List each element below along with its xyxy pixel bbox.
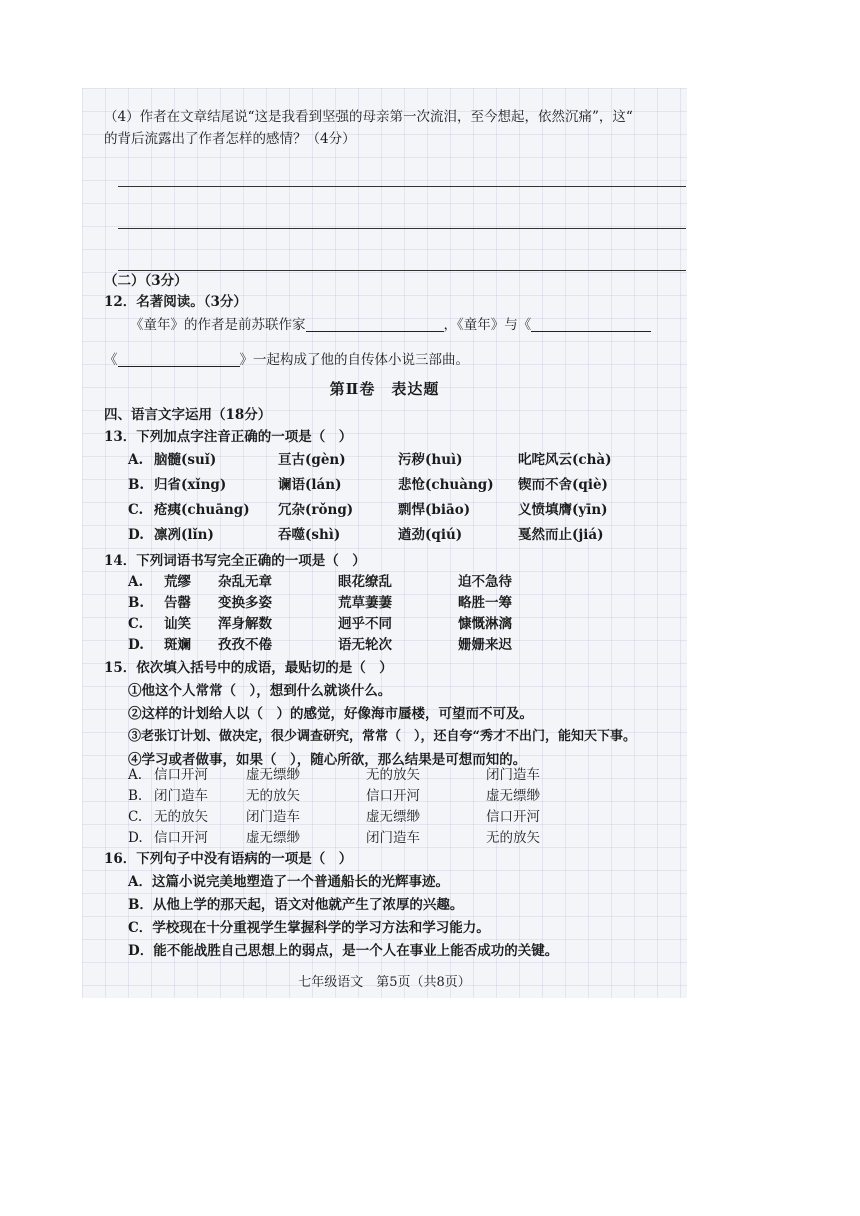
q15-a-c4: 闭门造车 bbox=[486, 767, 540, 783]
q15-c-c1: 无的放矢 bbox=[154, 809, 208, 825]
q16-option-d[interactable]: D．能不能战胜自己思想上的弱点，是一个人在事业上能否成功的关键。 bbox=[128, 943, 559, 959]
q14-b-c2: 变换多姿 bbox=[218, 595, 272, 611]
q14-c-c3: 迥乎不同 bbox=[338, 616, 392, 632]
q13-d-c1: 凛冽(lǐn) bbox=[154, 527, 214, 543]
q14-b-letter[interactable]: B. bbox=[128, 595, 145, 611]
q12-text-a: 《童年》的作者是前苏联作家 bbox=[130, 317, 306, 333]
q13-d-letter[interactable]: D. bbox=[128, 527, 144, 543]
q15-a-letter[interactable]: A. bbox=[128, 767, 143, 783]
q12-text-d: 》一起构成了他的自传体小说三部曲。 bbox=[239, 352, 469, 368]
q15-sentence-2: ②这样的计划给人以（ ）的感觉，好像海市蜃楼，可望而不可及。 bbox=[128, 706, 533, 722]
q13-b-c2: 谰语(lán) bbox=[278, 477, 342, 493]
page-footer: 七年级语文 第5页（共8页） bbox=[298, 975, 471, 990]
q14-c-c2: 浑身解数 bbox=[218, 616, 272, 632]
q13-d-c3: 遒劲(qiú) bbox=[398, 527, 463, 543]
q14-a-c4: 迫不急待 bbox=[458, 574, 512, 590]
q13-d-c2: 吞噬(shì) bbox=[278, 527, 341, 543]
q12-text-b: ，《童年》与《 bbox=[443, 317, 532, 333]
q12-line2 bbox=[104, 351, 469, 369]
q15-d-letter[interactable]: D. bbox=[128, 830, 143, 846]
q12-book3-blank[interactable] bbox=[118, 352, 240, 367]
q16-option-c[interactable]: C．学校现在十分重视学生掌握科学的学习方法和学习能力。 bbox=[128, 920, 490, 936]
q15-b-c3: 信口开河 bbox=[366, 788, 420, 804]
q14-a-c3: 眼花缭乱 bbox=[338, 574, 392, 590]
q14-c-letter[interactable]: C. bbox=[128, 616, 144, 632]
q13-a-letter[interactable]: A. bbox=[128, 452, 144, 468]
q14-d-letter[interactable]: D. bbox=[128, 637, 144, 653]
q13-d-c4: 戛然而止(jiá) bbox=[518, 527, 604, 543]
q13-c-c2: 冗杂(rǒng) bbox=[278, 502, 354, 518]
q15-d-c4: 无的放矢 bbox=[486, 830, 540, 846]
q15-a-c2: 虚无缥缈 bbox=[246, 767, 300, 783]
q14-a-letter[interactable]: A. bbox=[128, 574, 144, 590]
q15-d-c1: 信口开河 bbox=[154, 830, 208, 846]
q13-stem: 13．下列加点字注音正确的一项是（ ） bbox=[104, 429, 353, 445]
q12-book2-blank[interactable] bbox=[531, 317, 651, 332]
q14-b-c3: 荒草萋萋 bbox=[338, 595, 392, 611]
q13-c-c3: 剽悍(biāo) bbox=[398, 502, 471, 518]
q13-c-letter[interactable]: C. bbox=[128, 502, 144, 518]
q15-c-c2: 闭门造车 bbox=[246, 809, 300, 825]
q12-author-blank[interactable] bbox=[306, 317, 444, 332]
q14-stem: 14．下列词语书写完全正确的一项是（ ） bbox=[104, 553, 366, 569]
q12-line1 bbox=[130, 316, 651, 334]
q14-d-c1: 斑斓 bbox=[164, 637, 191, 653]
q11-4-line2: 的背后流露出了作者怎样的感情？（4分） bbox=[104, 131, 356, 147]
q15-c-c3: 虚无缥缈 bbox=[366, 809, 420, 825]
q13-b-c4: 锲而不舍(qiè) bbox=[518, 477, 608, 493]
volume-2-title: 第Ⅱ卷 表达题 bbox=[329, 380, 440, 398]
q14-d-c2: 孜孜不倦 bbox=[218, 637, 272, 653]
q15-stem: 15．依次填入括号中的成语，最贴切的是（ ） bbox=[104, 660, 393, 676]
section-4-label: 四、语言文字运用（18分） bbox=[104, 407, 272, 423]
q16-option-a[interactable]: A．这篇小说完美地塑造了一个普通船长的光辉事迹。 bbox=[128, 874, 449, 890]
q15-sentence-1: ①他这个人常常（ ），想到什么就谈什么。 bbox=[128, 683, 392, 699]
q11-4-line1: （4）作者在文章结尾说“这是我看到坚强的母亲第一次流泪，至今想起，依然沉痛”，这“ bbox=[104, 109, 633, 125]
q14-b-c1: 告罄 bbox=[164, 595, 191, 611]
q13-c-c4: 义愤填膺(yīn) bbox=[518, 502, 608, 518]
q16-stem: 16．下列句子中没有语病的一项是（ ） bbox=[104, 851, 353, 867]
q16-option-b[interactable]: B．从他上学的那天起，语文对他就产生了浓厚的兴趣。 bbox=[128, 897, 464, 913]
q13-a-c3: 污秽(huì) bbox=[398, 452, 463, 468]
q15-c-c4: 信口开河 bbox=[486, 809, 540, 825]
q13-b-letter[interactable]: B. bbox=[128, 477, 145, 493]
q15-b-c2: 无的放矢 bbox=[246, 788, 300, 804]
q13-b-c1: 归省(xǐng) bbox=[154, 477, 227, 493]
q12-title: 12．名著阅读。（3分） bbox=[104, 294, 247, 310]
q14-d-c3: 语无轮次 bbox=[338, 637, 392, 653]
section-2-label: （二）（3分） bbox=[104, 273, 188, 289]
answer-line-2[interactable] bbox=[118, 228, 686, 229]
q13-c-c1: 疮痍(chuāng) bbox=[154, 502, 250, 518]
q15-a-c3: 无的放矢 bbox=[366, 767, 420, 783]
q15-d-c3: 闭门造车 bbox=[366, 830, 420, 846]
exam-page bbox=[82, 88, 687, 998]
q15-c-letter[interactable]: C. bbox=[128, 809, 143, 825]
q15-d-c2: 虚无缥缈 bbox=[246, 830, 300, 846]
answer-line-3[interactable] bbox=[118, 270, 686, 271]
q13-a-c4: 叱咤风云(chà) bbox=[518, 452, 612, 468]
q13-a-c2: 亘古(gèn) bbox=[278, 452, 346, 468]
q15-b-letter[interactable]: B. bbox=[128, 788, 143, 804]
q14-c-c1: 讪笑 bbox=[164, 616, 191, 632]
q13-b-c3: 悲怆(chuàng) bbox=[398, 477, 494, 493]
q15-a-c1: 信口开河 bbox=[154, 767, 208, 783]
q14-d-c4: 姗姗来迟 bbox=[458, 637, 512, 653]
q14-a-c1: 荒缪 bbox=[164, 574, 191, 590]
q13-a-c1: 脑髓(suǐ) bbox=[154, 452, 217, 468]
q14-c-c4: 慷慨淋漓 bbox=[458, 616, 512, 632]
q14-a-c2: 杂乱无章 bbox=[218, 574, 272, 590]
q15-sentence-3: ③老张订计划、做决定，很少调查研究，常常（ ），还自夸“秀才不出门，能知天下事。 bbox=[128, 729, 636, 744]
q15-b-c4: 虚无缥缈 bbox=[486, 788, 540, 804]
answer-line-1[interactable] bbox=[118, 186, 686, 187]
q15-sentence-4: ④学习或者做事，如果（ ），随心所欲，那么结果是可想而知的。 bbox=[128, 752, 527, 768]
q14-b-c4: 略胜一筹 bbox=[458, 595, 512, 611]
q15-b-c1: 闭门造车 bbox=[154, 788, 208, 804]
q12-text-c: 《 bbox=[104, 352, 118, 368]
